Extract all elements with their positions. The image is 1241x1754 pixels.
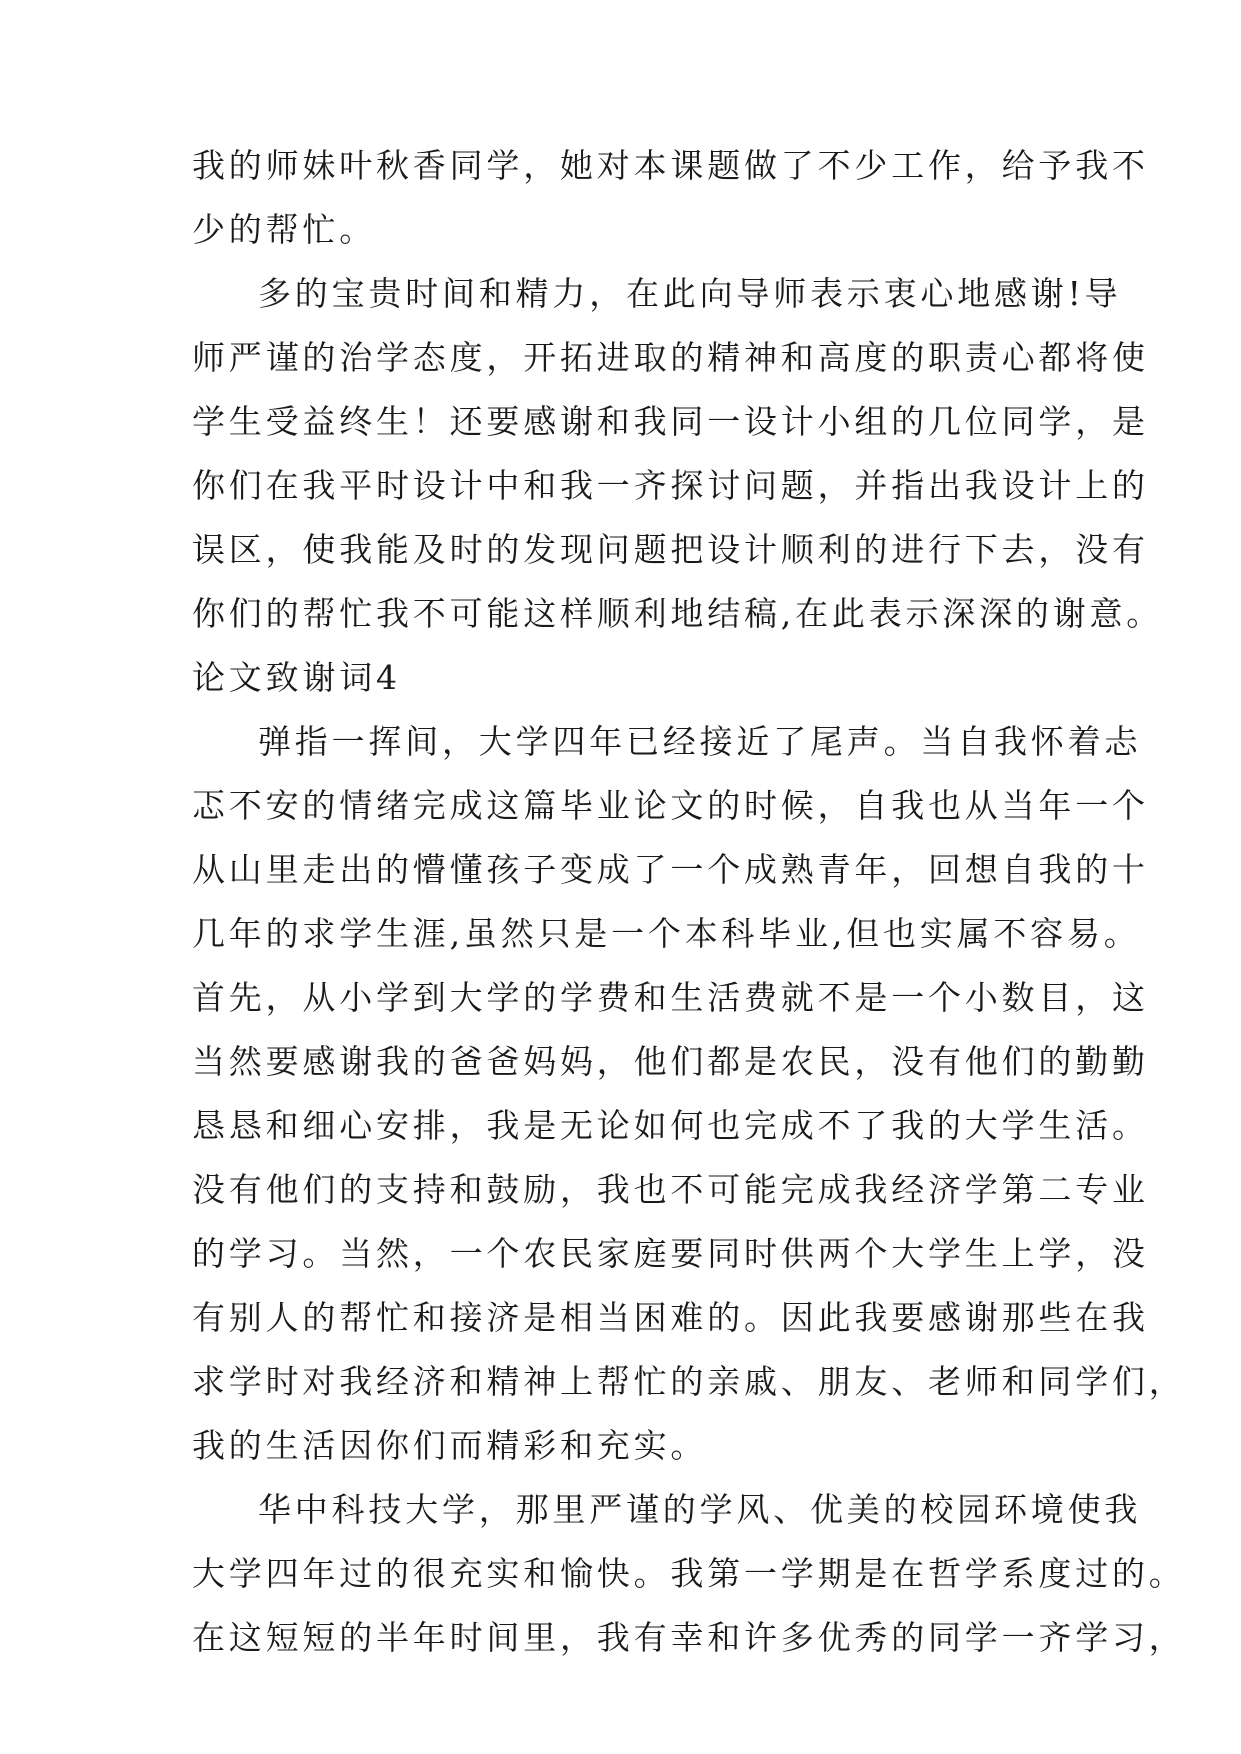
section-heading: 论文致谢词4 — [192, 658, 401, 697]
text-line: 有别人的帮忙和接济是相当困难的。因此我要感谢那些在我 — [192, 1298, 1149, 1337]
text-line: 误区，使我能及时的发现问题把设计顺利的进行下去，没有 — [192, 530, 1149, 569]
text-line: 忑不安的情绪完成这篇毕业论文的时候，自我也从当年一个 — [192, 786, 1149, 825]
text-line: 的学习。当然，一个农民家庭要同时供两个大学生上学，没 — [192, 1234, 1149, 1273]
text-line: 大学四年过的很充实和愉快。我第一学期是在哲学系度过的。 — [192, 1554, 1186, 1593]
text-line: 几年的求学生涯,虽然只是一个本科毕业,但也实属不容易。 — [192, 914, 1141, 953]
text-line: 当然要感谢我的爸爸妈妈，他们都是农民，没有他们的勤勤 — [192, 1042, 1149, 1081]
text-line: 没有他们的支持和鼓励，我也不可能完成我经济学第二专业 — [192, 1170, 1149, 1209]
paragraph-start-line: 弹指一挥间，大学四年已经接近了尾声。当自我怀着忐 — [258, 722, 1142, 761]
text-line: 你们在我平时设计中和我一齐探讨问题，并指出我设计上的 — [192, 466, 1149, 505]
text-line: 恳恳和细心安排，我是无论如何也完成不了我的大学生活。 — [192, 1106, 1149, 1145]
text-line: 少的帮忙。 — [192, 210, 376, 249]
text-line: 学生受益终生！还要感谢和我同一设计小组的几位同学，是 — [192, 402, 1149, 441]
paragraph-start-line: 华中科技大学，那里严谨的学风、优美的校园环境使我 — [258, 1490, 1142, 1529]
text-line: 我的师妹叶秋香同学，她对本课题做了不少工作，给予我不 — [192, 146, 1149, 185]
text-line: 我的生活因你们而精彩和充实。 — [192, 1426, 708, 1465]
text-line: 在这短短的半年时间里，我有幸和许多优秀的同学一齐学习， — [192, 1618, 1186, 1657]
text-line: 首先，从小学到大学的学费和生活费就不是一个小数目，这 — [192, 978, 1149, 1017]
text-line: 师严谨的治学态度，开拓进取的精神和高度的职责心都将使 — [192, 338, 1149, 377]
text-line: 你们的帮忙我不可能这样顺利地结稿,在此表示深深的谢意。 — [192, 594, 1164, 633]
paragraph-start-line: 多的宝贵时间和精力，在此向导师表示衷心地感谢!导 — [258, 274, 1122, 313]
text-line: 从山里走出的懵懂孩子变成了一个成熟青年，回想自我的十 — [192, 850, 1149, 889]
text-line: 求学时对我经济和精神上帮忙的亲戚、朋友、老师和同学们， — [192, 1362, 1186, 1401]
